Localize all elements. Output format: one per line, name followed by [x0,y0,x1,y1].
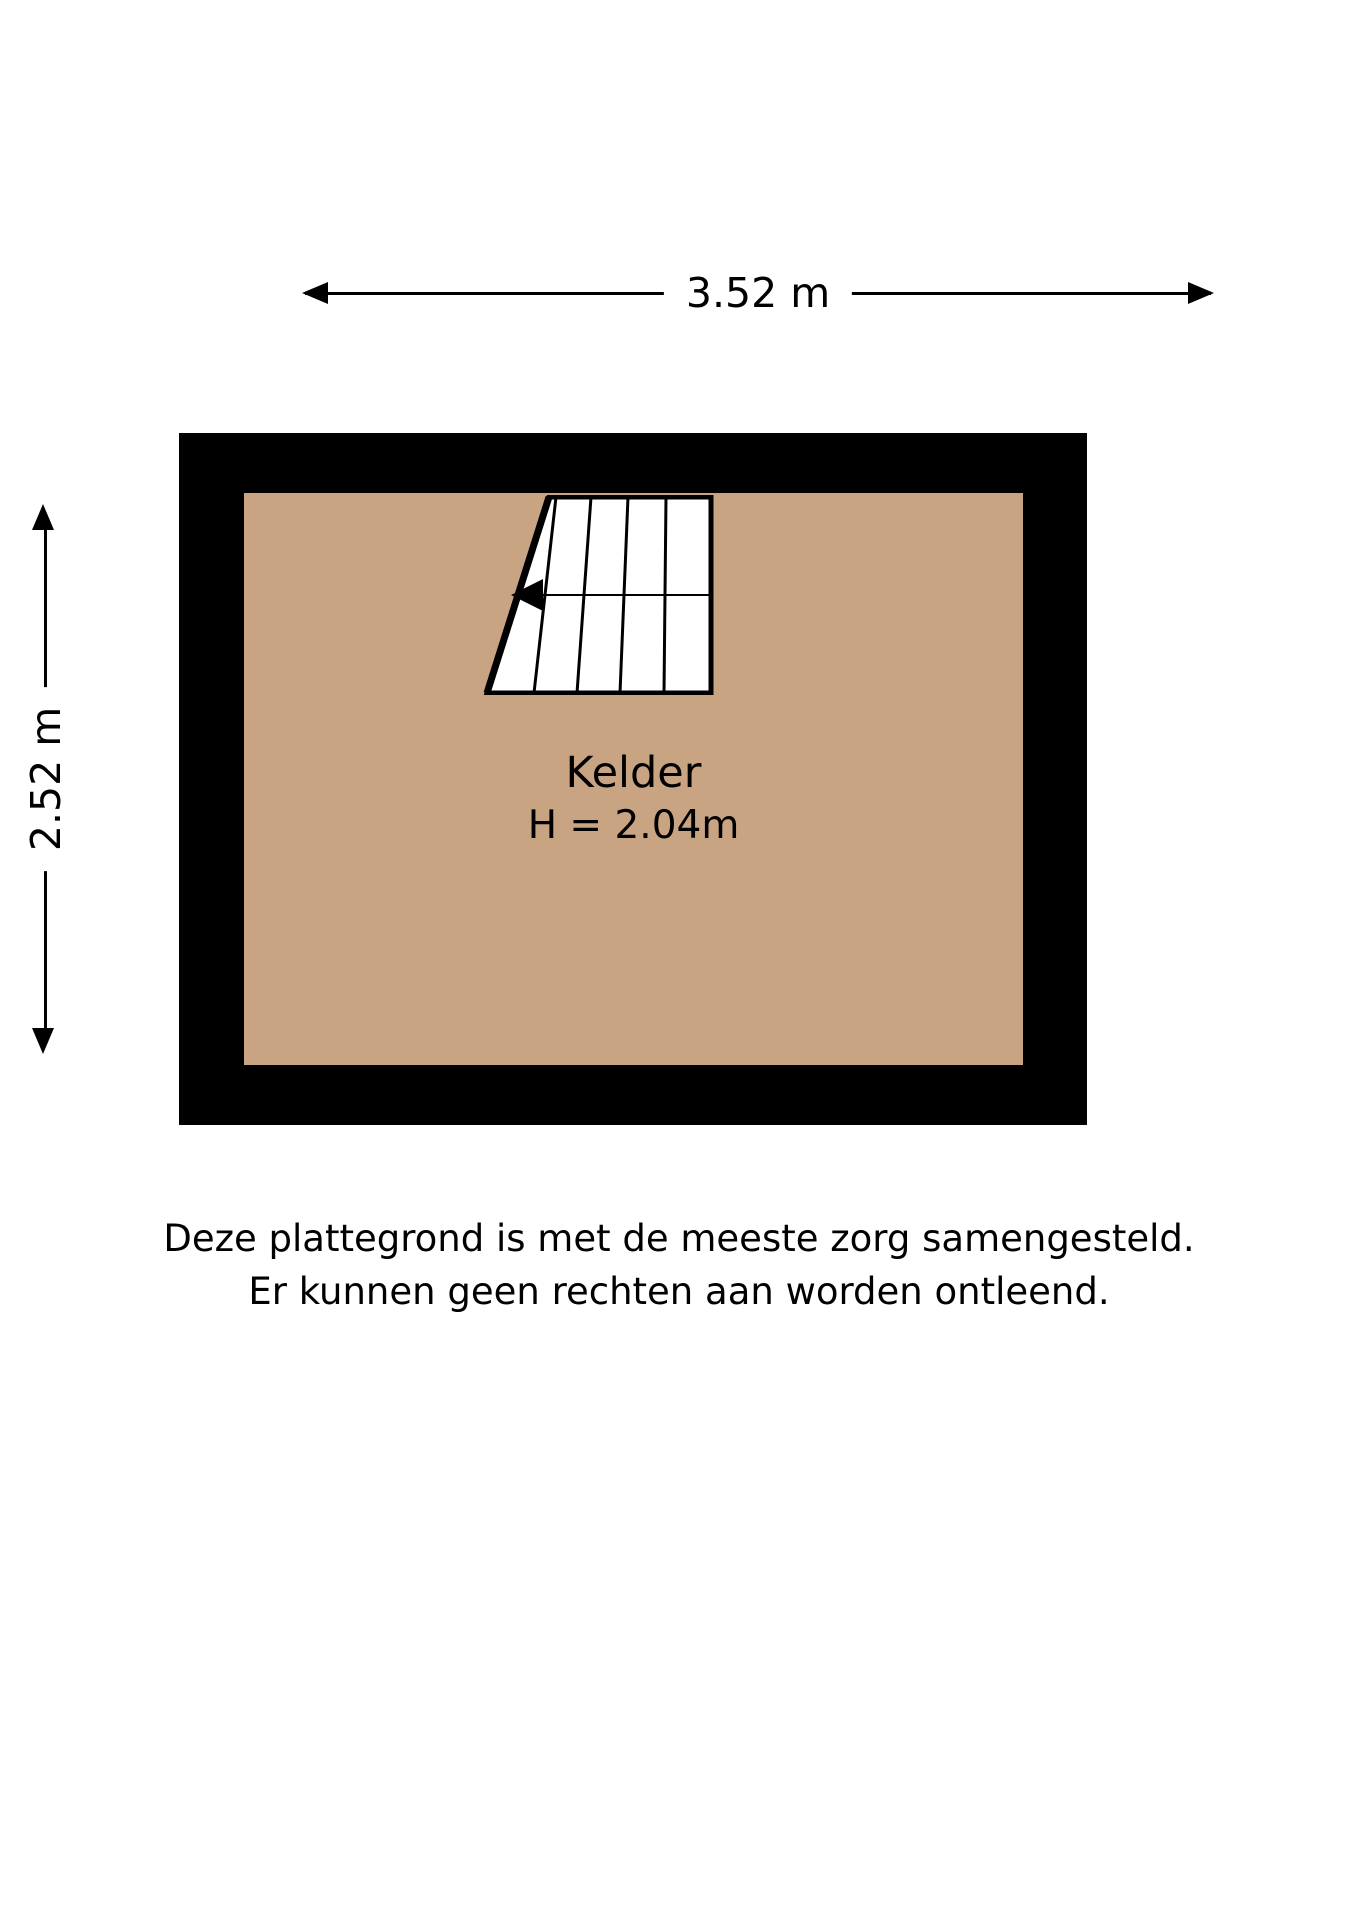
arrow-down-icon [32,1028,54,1054]
height-dimension [18,498,74,1060]
arrow-left-icon [302,282,328,304]
height-dimension-label: 2.52 m [18,687,74,871]
width-dimension-label: 3.52 m [664,268,852,318]
staircase-icon [481,495,781,695]
arrow-right-icon [1188,282,1214,304]
room-height: H = 2.04m [527,803,740,848]
arrow-up-icon [32,504,54,530]
width-dimension [250,268,1266,318]
room-name: Kelder [565,748,702,798]
disclaimer [0,1212,1358,1318]
building-outline [179,433,1087,1125]
disclaimer-line-1: Deze plattegrond is met de meeste zorg samengesteld. [163,1217,1195,1260]
disclaimer-line-2: Er kunnen geen rechten aan worden ontleend. [248,1270,1110,1313]
room-label [244,745,1023,851]
